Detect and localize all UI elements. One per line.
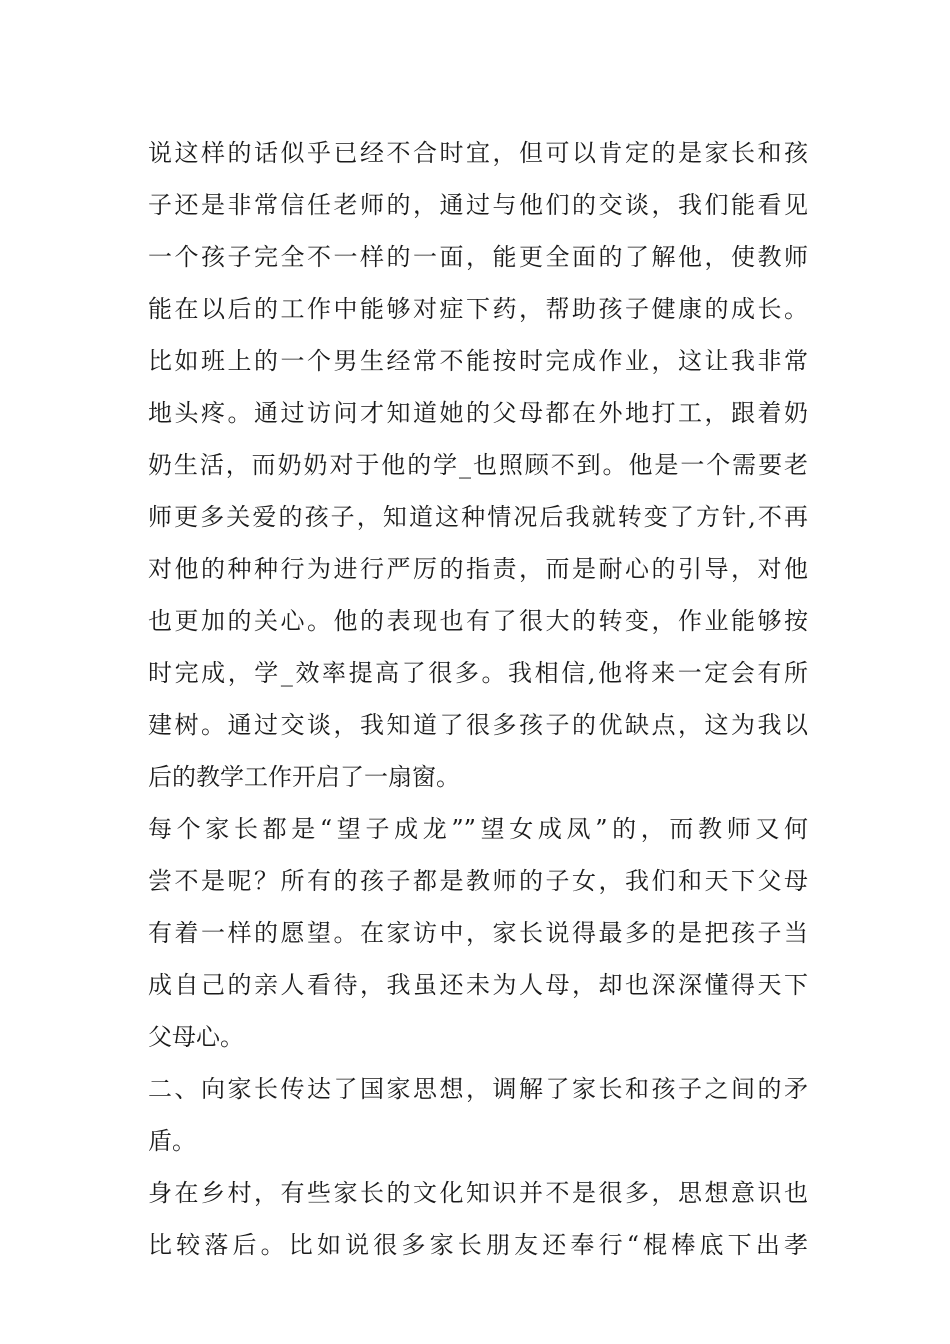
text-line: 有着一样的愿望。在家访中，家长说得最多的是把孩子当	[148, 919, 808, 947]
text-line: 师更多关爱的孩子，知道这种情况后我就转变了方针,不再	[148, 503, 808, 531]
text-line: 奶生活，而奶奶对于他的学_也照顾不到。他是一个需要老	[148, 451, 808, 479]
text-line: 二、向家长传达了国家思想，调解了家长和孩子之间的矛	[148, 1075, 808, 1103]
text-line: 一个孩子完全不一样的一面，能更全面的了解他，使教师	[148, 243, 808, 271]
body-text	[148, 127, 808, 1271]
text-line: 尝不是呢？所有的孩子都是教师的子女，我们和天下父母	[148, 867, 808, 895]
text-line: 说这样的话似乎已经不合时宜，但可以肯定的是家长和孩	[148, 139, 808, 167]
text-line: 盾。	[148, 1127, 196, 1155]
text-line: 时完成，学_效率提高了很多。我相信,他将来一定会有所	[148, 659, 808, 687]
text-line: 后的教学工作开启了一扇窗。	[148, 763, 460, 791]
text-line: 建树。通过交谈，我知道了很多孩子的优缺点，这为我以	[148, 711, 808, 739]
text-line: 父母心。	[148, 1023, 244, 1051]
text-line: 比较落后。比如说很多家长朋友还奉行“棍棒底下出孝	[148, 1231, 808, 1259]
text-line: 也更加的关心。他的表现也有了很大的转变，作业能够按	[148, 607, 808, 635]
text-line: 能在以后的工作中能够对症下药，帮助孩子健康的成长。	[148, 295, 808, 323]
text-line: 对他的种种行为进行严厉的指责，而是耐心的引导，对他	[148, 555, 808, 583]
text-line: 成自己的亲人看待，我虽还未为人母，却也深深懂得天下	[148, 971, 808, 999]
text-line: 地头疼。通过访问才知道她的父母都在外地打工，跟着奶	[148, 399, 808, 427]
text-line: 身在乡村，有些家长的文化知识并不是很多，思想意识也	[148, 1179, 808, 1207]
text-line: 比如班上的一个男生经常不能按时完成作业，这让我非常	[148, 347, 808, 375]
text-line: 子还是非常信任老师的，通过与他们的交谈，我们能看见	[148, 191, 808, 219]
text-line: 每个家长都是“望子成龙””望女成凤”的，而教师又何	[148, 815, 808, 843]
